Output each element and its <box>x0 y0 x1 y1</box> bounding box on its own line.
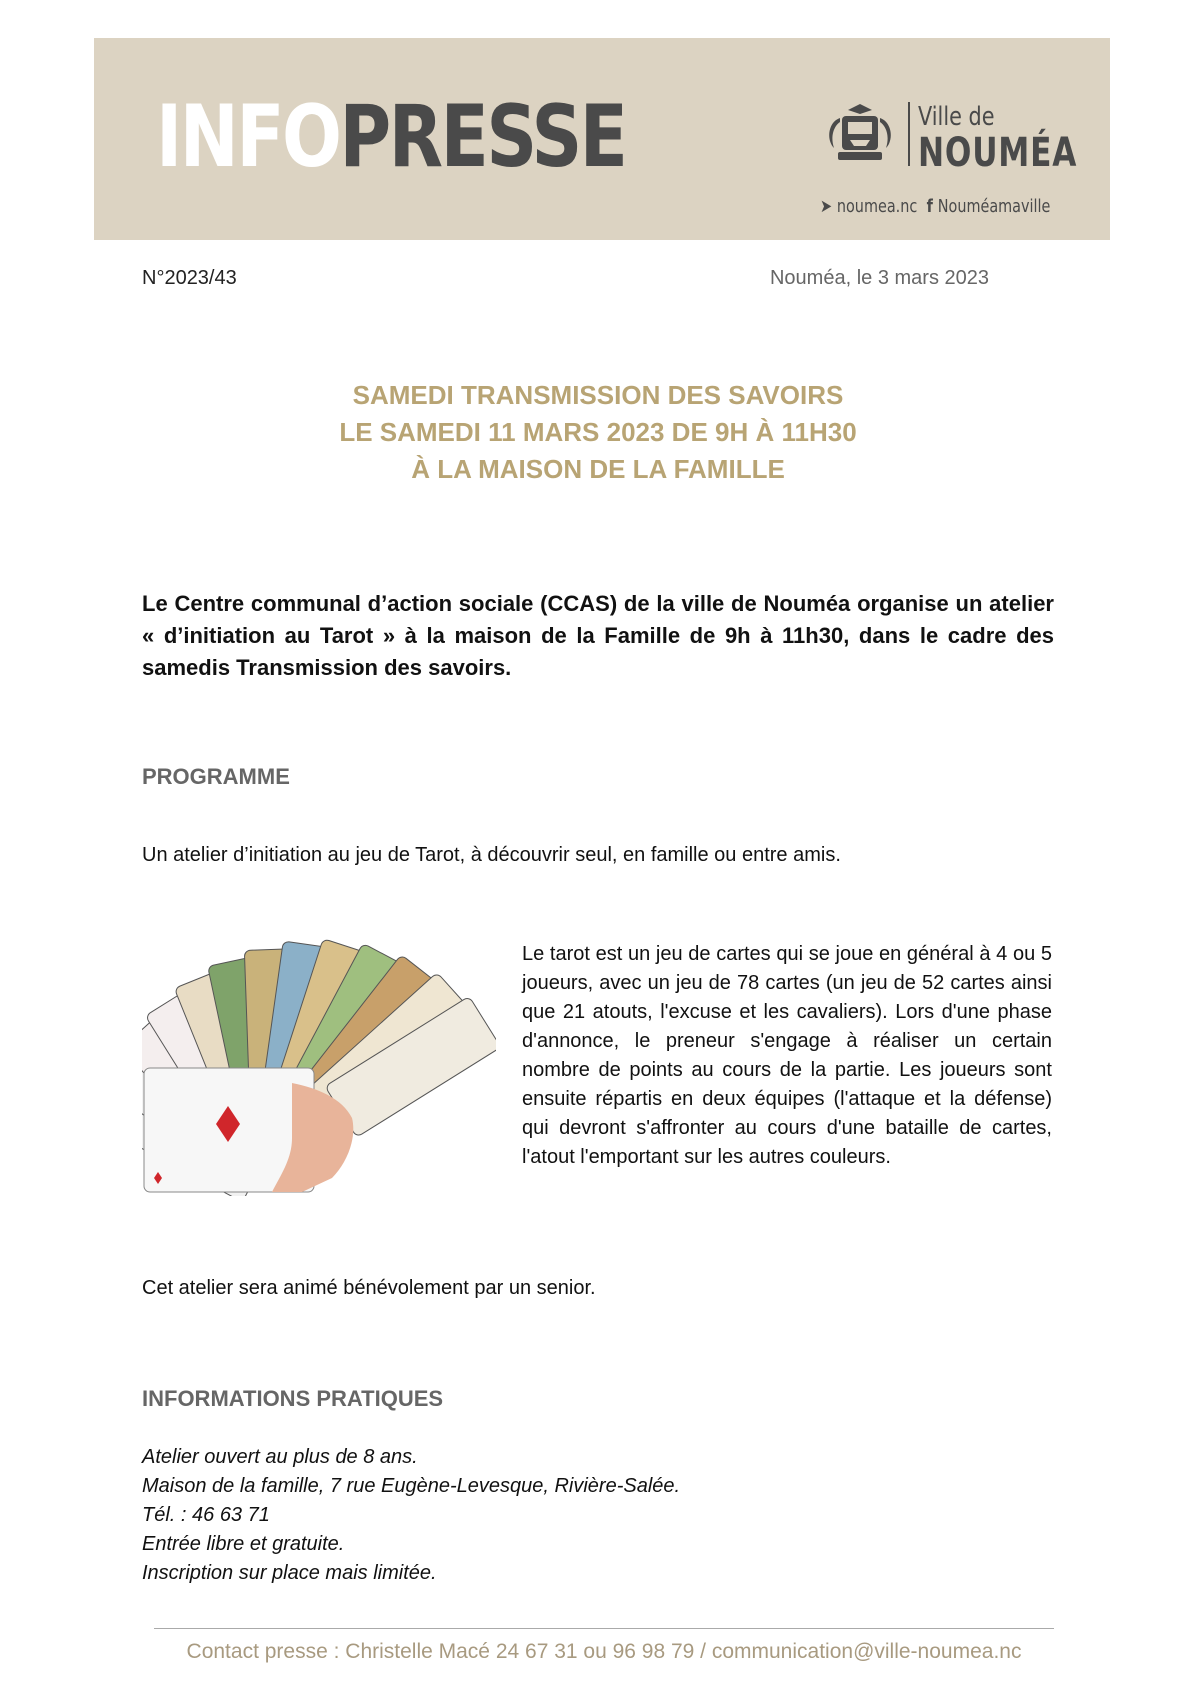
practical-line: Tél. : 46 63 71 <box>142 1504 270 1526</box>
practical-line: Maison de la famille, 7 rue Eugène-Levesque, Rivière-Salée. <box>142 1475 681 1497</box>
send-icon: ➤ <box>820 196 833 217</box>
programme-intro: Un atelier d’initiation au jeu de Tarot, à découvrir seul, en famille ou entre amis. <box>142 844 841 866</box>
logo-ville-de: Ville de <box>918 102 995 132</box>
practical-line: Atelier ouvert au plus de 8 ans. <box>142 1446 418 1468</box>
logo-noumea: NOUMÉA <box>918 130 1078 176</box>
tarot-cards-image <box>142 938 496 1196</box>
logo-facebook: Nouméamaville <box>937 196 1051 217</box>
lead-paragraph: Le Centre communal d’action sociale (CCAS) de la ville de Nouméa organise un atelier « d’initiation au Tarot » à la maison de la Famille de 9h à 11h30, dans le cadre des samedis Transmission des savoirs. <box>142 591 1054 680</box>
practical-line: Entrée libre et gratuite. <box>142 1533 345 1555</box>
title-line-3: À LA MAISON DE LA FAMILLE <box>411 454 785 484</box>
page-title <box>142 377 1054 488</box>
logo-site: noumea.nc <box>836 196 918 217</box>
brand-presse: PRESSE <box>339 87 626 187</box>
tarot-description: Le tarot est un jeu de cartes qui se joue en général à 4 ou 5 joueurs, avec un jeu de 78 cartes (un jeu de 52 cartes ainsi que 21 atouts, l'excuse et les cavaliers). Lors d'une phase d'annonce, le preneur s'engage à réaliser un certain nombre de points au cours de la partie. Les joueurs sont ensuite répartis en deux équipes (l'attaque et la défense) qui devront s'affronter au cours d'une bataille de cartes, l'atout l'emportant sur les autres couleurs. <box>522 943 1052 1168</box>
facebook-icon: f <box>926 196 933 217</box>
practical-info <box>142 1443 680 1588</box>
ville-noumea-logo <box>820 94 1080 224</box>
programme-closing: Cet atelier sera animé bénévolement par un senior. <box>142 1277 596 1299</box>
logo-social <box>820 196 1055 217</box>
press-contact: Contact presse : Christelle Macé 24 67 31 ou 96 98 79 / communication@ville-noumea.nc <box>186 1640 1022 1663</box>
title-line-1: SAMEDI TRANSMISSION DES SAVOIRS <box>352 380 844 410</box>
brand-wordmark <box>156 87 626 187</box>
practical-heading: INFORMATIONS PRATIQUES <box>142 1386 444 1411</box>
programme-heading: PROGRAMME <box>142 764 290 789</box>
press-date: Nouméa, le 3 mars 2023 <box>769 267 989 289</box>
title-line-2: LE SAMEDI 11 MARS 2023 DE 9H À 11H30 <box>339 417 857 447</box>
crest-icon <box>820 100 900 166</box>
footer-divider <box>154 1628 1054 1629</box>
practical-line: Inscription sur place mais limitée. <box>142 1562 437 1584</box>
header-banner <box>94 38 1110 240</box>
press-reference: N°2023/43 <box>142 267 237 289</box>
brand-info: INFO <box>156 87 340 187</box>
logo-divider <box>908 102 910 166</box>
